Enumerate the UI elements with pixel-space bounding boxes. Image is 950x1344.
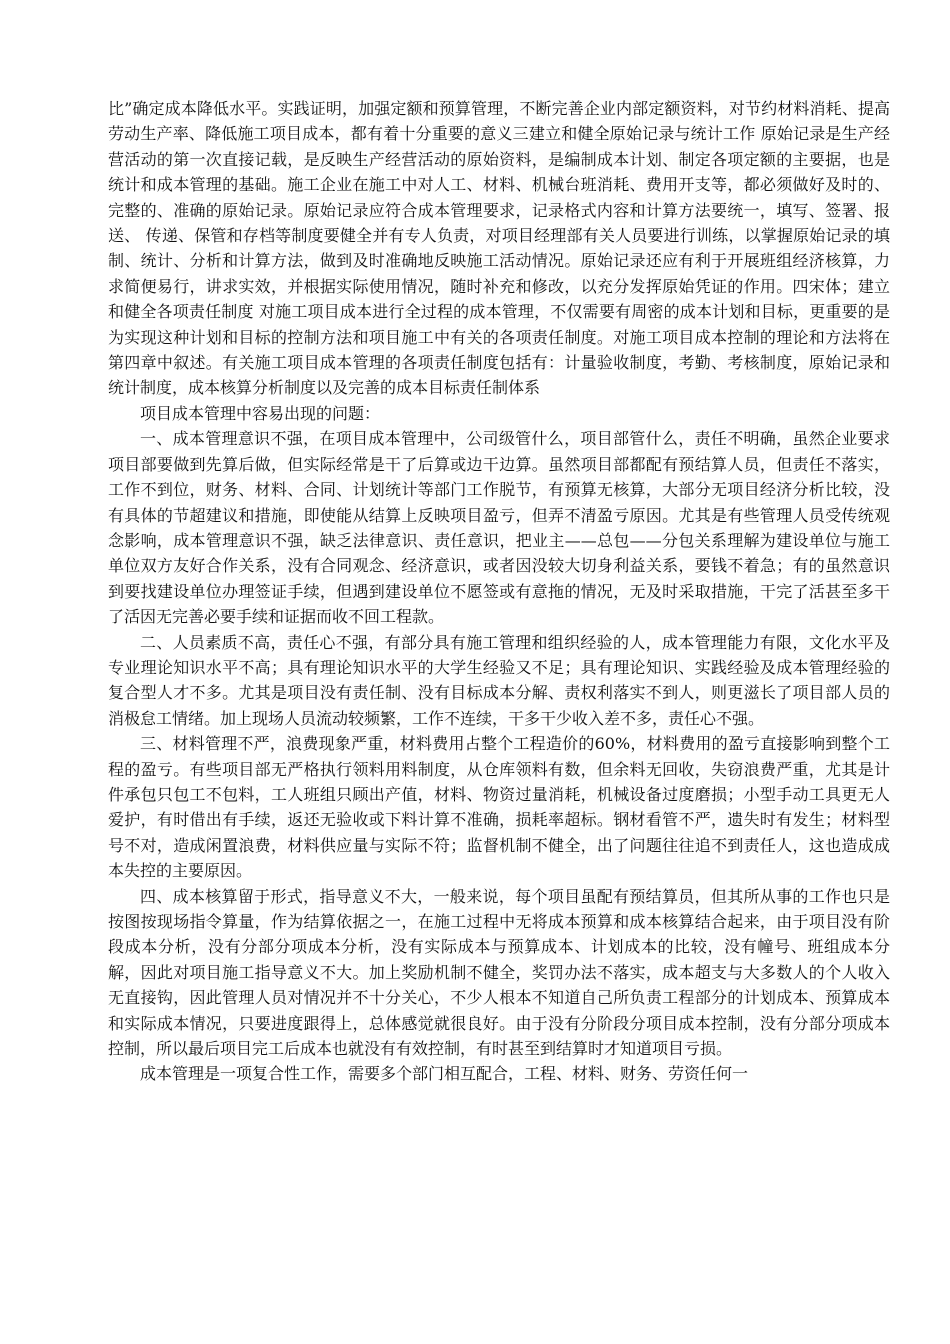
paragraph-issue-1: 一、成本管理意识不强，在项目成本管理中，公司级管什么，项目部管什么，责任不明确，虽然企业要求项目部要做到先算后做，但实际经常是干了后算或边干边算。虽然项目部都配有预结算人员，但责任不落实，工作不到位，财务、材料、合同、计划统计等部门工作脱节，有预算无核算，大部分无项目经济分析比较，没有具体的节超建议和措施，即使能从结算上反映项目盈亏，但弄不清盈亏原因。尤其是有些管理人员受传统观念影响，成本管理意识不强，缺乏法律意识、责任意识，把业主——总包——分包关系理解为建设单位与施工单位双方友好合作关系，没有合同观念、经济意识，或者因没较大切身利益关系，要钱不着急；有的虽然意识到要找建设单位办理签证手续，但遇到建设单位不愿签或有意拖的情况，无及时采取措施，干完了活甚至多干了活因无完善必要手续和证据而收不回工程款。 bbox=[108, 429, 890, 627]
paragraph-section-heading: 项目成本管理中容易出现的问题： bbox=[140, 403, 381, 423]
paragraph-closing: 成本管理是一项复合性工作，需要多个部门相互配合，工程、材料、财务、劳资任何一 bbox=[140, 1064, 749, 1084]
paragraph-issue-2: 二、人员素质不高，责任心不强，有部分具有施工管理和组织经验的人，成本管理能力有限，文化水平及专业理论知识水平不高；具有理论知识水平的大学生经验又不足；具有理论知识、实践经验及成本管理经验的复合型人才不多。尤其是项目没有责任制、没有目标成本分解、责权利落实不到人，则更滋长了项目部人员的消极怠工情绪。加上现场人员流动较频繁，工作不连续，干多干少收入差不多，责任心不强。 bbox=[108, 632, 890, 728]
paragraph-issue-3: 三、材料管理不严，浪费现象严重，材料费用占整个工程造价的60%，材料费用的盈亏直接影响到整个工程的盈亏。有些项目部无严格执行领料用料制度，从仓库领料有数，但余料无回收，失窃浪费严重，尤其是计件承包只包工不包料，工人班组只顾出产值，材料、物资过量消耗，机械设备过度磨损；小型手动工具更无人爱护，有时借出有手续，返还无验收或下料计算不准确，损耗率超标。钢材看管不严，遗失时有发生；材料型号不对，造成闲置浪费，材料供应量与实际不符；监督机制不健全，出了问题往往追不到责任人，这也造成成本失控的主要原因。 bbox=[108, 734, 890, 881]
document-body bbox=[108, 96, 890, 1087]
paragraph-issue-4: 四、成本核算留于形式，指导意义不大，一般来说，每个项目虽配有预结算员，但其所从事的工作也只是按图按现场指令算量，作为结算依据之一，在施工过程中无将成本预算和成本核算结合起来，由于项目没有阶段成本分析，没有分部分项成本分析，没有实际成本与预算成本、计划成本的比较，没有幢号、班组成本分解，因此对项目施工指导意义不大。加上奖励机制不健全，奖罚办法不落实，成本超支与大多数人的个人收入无直接钩，因此管理人员对情况并不十分关心，不少人根本不知道自己所负责工程部分的计划成本、预算成本和实际成本情况，只要进度跟得上，总体感觉就很良好。由于没有分阶段分项目成本控制，没有分部分项成本控制，所以最后项目完工后成本也就没有有效控制，有时甚至到结算时才知道项目亏损。 bbox=[108, 886, 890, 1059]
paragraph-continued: 比”确定成本降低水平。实践证明，加强定额和预算管理，不断完善企业内部定额资料，对节约材料消耗、提高劳动生产率、降低施工项目成本，都有着十分重要的意义三建立和健全原始记录与统计工作 原始记录是生产经营活动的第一次直接记载，是反映生产经营活动的原始资料，是编制成本计划、制定各项定额的主要据，也是统计和成本管理的基础。施工企业在施工中对人工、材料、机械台班消耗、费用开支等，都必须做好及时的、完整的、准确的原始记录。原始记录应符合成本管理要求，记录格式内容和计算方法要统一，填写、签署、报送、 传递、保管和存档等制度要健全并有专人负责，对项目经理部有关人员要进行训练，以掌握原始记录的填制、统计、分析和计算方法，做到及时准确地反映施工活动情况。原始记录还应有利于开展班组经济核算，力求简便易行，讲求实效，并根据实际使用情况，随时补充和修改，以充分发挥原始凭证的作用。四宋体；建立和健全各项责任制度 对施工项目成本进行全过程的成本管理，不仅需要有周密的成本计划和目标，更重要的是为实现这种计划和目标的控制方法和项目施工中有关的各项责任制度。对施工项目成本控制的理论和方法将在第四章中叙述。有关施工项目成本管理的各项责任制度包括有：计量验收制度，考勤、考核制度，原始记录和统计制度，成本核算分析制度以及完善的成本目标责任制体系 bbox=[108, 99, 890, 398]
